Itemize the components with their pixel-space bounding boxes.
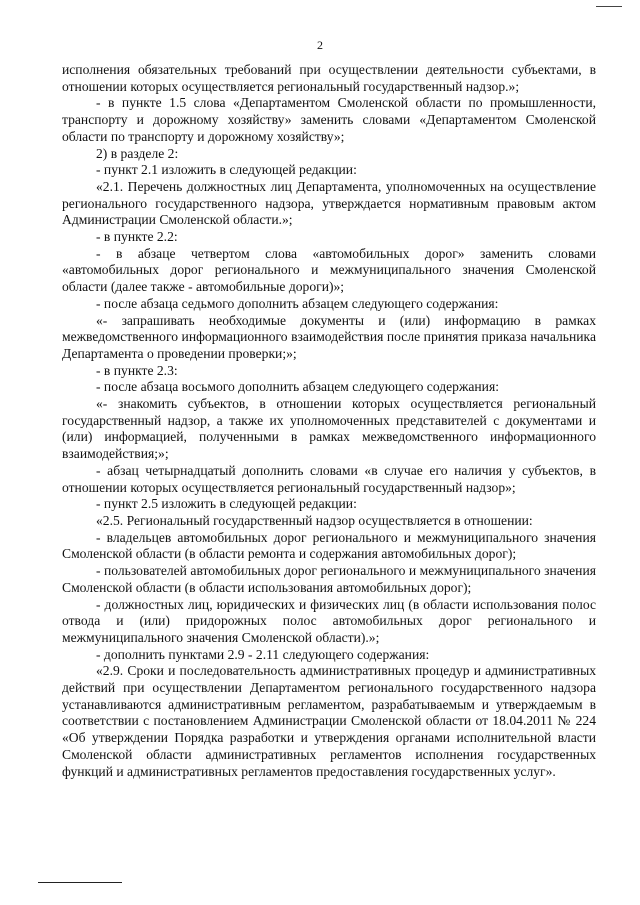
top-edge-line xyxy=(596,6,622,7)
paragraph: - после абзаца седьмого дополнить абзацем следующего содержания: xyxy=(96,295,499,311)
paragraph: - после абзаца восьмого дополнить абзацем следующего содержания: xyxy=(96,379,499,395)
paragraph: исполнения обязательных требований при осуществлении деятельности субъектами, в отношении которых осуществляется региональный государственный надзор.»; xyxy=(62,62,596,94)
paragraph: - в пункте 1.5 слова «Департаментом Смоленской области по промышленности, транспорту и дорожному хозяйству» заменить словами «Департаментом Смоленской области по транспорту и дорожному хозяйству»; xyxy=(62,95,596,144)
paragraph: «- запрашивать необходимые документы и (или) информацию в рамках межведомственного информационного взаимодействия после принятия приказа начальника Департамента о проведении проверки;»; xyxy=(62,312,596,361)
paragraph: - должностных лиц, юридических и физических лиц (в области использования полос отвода и (или) придорожных полос автомобильных дорог регионального и межмуниципального значения Смоленской области).»; xyxy=(62,596,596,645)
paragraph: - пункт 2.5 изложить в следующей редакции: xyxy=(96,496,357,512)
page-number: 2 xyxy=(317,38,323,52)
paragraph: - пользователей автомобильных дорог регионального и межмуниципального значения Смоленской области (в области использования автомобильных дорог); xyxy=(62,563,596,595)
footnote-separator-line xyxy=(38,882,122,883)
paragraph: - владельцев автомобильных дорог регионального и межмуниципального значения Смоленской области (в области ремонта и содержания автомобильных дорог); xyxy=(62,529,596,562)
paragraph: - в пункте 2.3: xyxy=(96,362,178,378)
paragraph: «2.5. Региональный государственный надзор осуществляется в отношении: xyxy=(96,512,533,528)
document-body xyxy=(62,62,596,780)
paragraph: - в пункте 2.2: xyxy=(96,229,178,245)
paragraph: - абзац четырнадцатый дополнить словами «в случае его наличия у субъектов, в отношении которых осуществляется региональный государственный надзор»; xyxy=(62,462,596,495)
paragraph: - дополнить пунктами 2.9 - 2.11 следующего содержания: xyxy=(96,646,430,662)
paragraph: «- знакомить субъектов, в отношении которых осуществляется региональный государственный надзор, а также их уполномоченных представителей с документами и (или) информацией, полученными в рамках межведомственного информационного взаимодействия;»; xyxy=(62,396,596,462)
paragraph: - в абзаце четвертом слова «автомобильных дорог» заменить словами «автомобильных дорог регионального и межмуниципального значения Смоленской области (далее также - автомобильные дороги)»; xyxy=(62,245,596,295)
paragraph: «2.1. Перечень должностных лиц Департамента, уполномоченных на осуществление регионального государственного надзора, утверждается нормативным правовым актом Администрации Смоленской области.»; xyxy=(62,178,596,228)
paragraph: 2) в разделе 2: xyxy=(96,145,179,161)
paragraph: «2.9. Сроки и последовательность административных процедур и административных действий при осуществлении Департаментом регионального государственного надзора устанавливаются административным регламентом, разрабатываемым и утверждаемым в соответствии с постановлением Администрации Смоленской области от 18.04.2011 № 224 «Об утверждении Порядка разработки и утверждения органами исполнительной власти Смоленской области административных регламентов исполнения государственных функций и административных регламентов предоставления государственных услуг». xyxy=(62,663,596,779)
paragraph: - пункт 2.1 изложить в следующей редакции: xyxy=(96,162,357,178)
